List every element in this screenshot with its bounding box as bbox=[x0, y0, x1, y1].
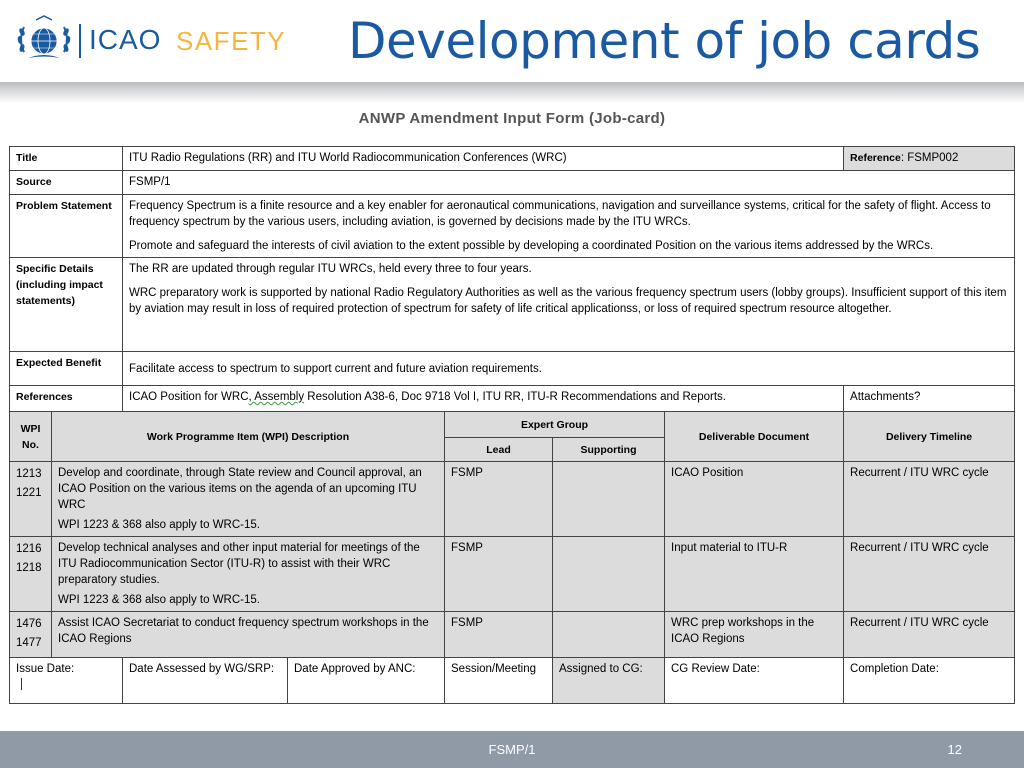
wpi-deliverable: ICAO Position bbox=[665, 462, 844, 537]
specific-details-value bbox=[123, 258, 1015, 352]
job-card-table bbox=[9, 146, 1015, 704]
wpi-desc-header: Work Programme Item (WPI) Description bbox=[52, 412, 445, 462]
cg-review-date-field: CG Review Date: bbox=[665, 658, 844, 704]
wpi-number bbox=[10, 612, 52, 658]
logo-divider bbox=[79, 24, 81, 58]
references-text-3: Resolution A38-6, Doc 9718 Vol I, ITU RR, ITU-R Recommendations and Reports. bbox=[304, 391, 726, 403]
reference-cell bbox=[844, 147, 1015, 171]
references-text-1: ICAO Position for WRC bbox=[129, 391, 249, 403]
wpi-description bbox=[52, 537, 445, 612]
wpi-description-text: Develop technical analyses and other input material for meetings of the ITU Radiocommunication Sector (ITU-R) to assist with their WRC preparatory studies. bbox=[58, 542, 420, 586]
wpi-number-2: 1477 bbox=[16, 637, 42, 649]
issue-date-field: Issue Date: bbox=[10, 658, 123, 704]
wpi-lead: FSMP bbox=[445, 537, 553, 612]
completion-date-field: Completion Date: bbox=[844, 658, 1015, 704]
problem-label: Problem Statement bbox=[10, 195, 123, 258]
wpi-number-1: 1476 bbox=[16, 618, 42, 630]
assigned-cg-field: Assigned to CG: bbox=[553, 658, 665, 704]
wpi-description bbox=[52, 462, 445, 537]
form-heading: ANWP Amendment Input Form (Job-card) bbox=[358, 110, 666, 127]
page-number: 12 bbox=[947, 742, 962, 757]
wpi-deliverable: Input material to ITU-R bbox=[665, 537, 844, 612]
timeline-header: Delivery Timeline bbox=[844, 412, 1015, 462]
specific-paragraph-1: The RR are updated through regular ITU WRCs, held every three to four years. bbox=[129, 263, 532, 275]
wpi-number-1: 1216 bbox=[16, 543, 42, 555]
wpi-number-2: 1221 bbox=[16, 487, 42, 499]
dates-row bbox=[10, 658, 1015, 704]
wpi-timeline: Recurrent / ITU WRC cycle bbox=[844, 537, 1015, 612]
problem-paragraph-2: Promote and safeguard the interests of civil aviation to the extent possible by developing a coordinated Position on the various items addressed by the WRCs. bbox=[129, 240, 934, 252]
references-label: References bbox=[10, 386, 123, 412]
wpi-supporting bbox=[553, 462, 665, 537]
slide-header bbox=[0, 0, 1024, 84]
wpi-no-header: WPI No. bbox=[10, 412, 52, 462]
wpi-number-2: 1218 bbox=[16, 562, 42, 574]
source-row bbox=[10, 171, 1015, 195]
benefit-label: Expected Benefit bbox=[10, 352, 123, 386]
wpi-row bbox=[10, 462, 1015, 537]
problem-paragraph-1: Frequency Spectrum is a finite resource and a key enabler for aeronautical communications, navigation and surveillance systems, critical for the safety of flight. Access to frequency spectrum by the various users, including aviation, is governed by decisions made by the ITU WRCs. bbox=[129, 200, 991, 228]
date-approved-field: Date Approved by ANC: bbox=[288, 658, 445, 704]
wpi-number-1: 1213 bbox=[16, 468, 42, 480]
wpi-note: WPI 1223 & 368 also apply to WRC-15. bbox=[58, 594, 260, 606]
header-shadow bbox=[0, 82, 1024, 104]
icao-logo-text: ICAO bbox=[89, 24, 162, 55]
references-text-2: , Assembly bbox=[248, 391, 305, 403]
wpi-row bbox=[10, 612, 1015, 658]
specific-paragraph-2: WRC preparatory work is supported by national Radio Regulatory Authorities as well as the various frequency spectrum users (lobby groups). Insufficient support of this item by aviation may result in loss of required protection of spectrum for safety of life critical applicationss, or loss of required spectrum resource altogether. bbox=[129, 287, 1007, 315]
problem-value bbox=[123, 195, 1015, 258]
wpi-description bbox=[52, 612, 445, 658]
benefit-value: Facilitate access to spectrum to support current and future aviation requirements. bbox=[123, 352, 1015, 386]
wpi-supporting bbox=[553, 612, 665, 658]
slide-footer bbox=[0, 731, 1024, 768]
source-value: FSMP/1 bbox=[123, 171, 1015, 195]
title-label: Title bbox=[10, 147, 123, 171]
wpi-supporting bbox=[553, 537, 665, 612]
date-assessed-field: Date Assessed by WG/SRP: bbox=[123, 658, 288, 704]
title-value: ITU Radio Regulations (RR) and ITU World Radiocommunication Conferences (WRC) bbox=[123, 147, 844, 171]
wpi-deliverable: WRC prep workshops in the ICAO Regions bbox=[665, 612, 844, 658]
specific-details-label: Specific Details (including impact statements) bbox=[10, 258, 123, 352]
wpi-timeline: Recurrent / ITU WRC cycle bbox=[844, 612, 1015, 658]
deliverable-header: Deliverable Document bbox=[665, 412, 844, 462]
benefit-row bbox=[10, 352, 1015, 386]
wpi-timeline: Recurrent / ITU WRC cycle bbox=[844, 462, 1015, 537]
lead-header: Lead bbox=[445, 438, 553, 462]
wpi-note: WPI 1223 & 368 also apply to WRC-15. bbox=[58, 519, 260, 531]
session-meeting-field: Session/Meeting bbox=[445, 658, 553, 704]
references-row bbox=[10, 386, 1015, 412]
wpi-lead: FSMP bbox=[445, 612, 553, 658]
icao-emblem-icon bbox=[14, 12, 74, 72]
reference-value: : FSMP002 bbox=[900, 152, 959, 164]
source-label: Source bbox=[10, 171, 123, 195]
expert-group-header: Expert Group bbox=[445, 412, 665, 438]
wpi-header-row-1 bbox=[10, 412, 1015, 438]
safety-logo-text: SAFETY bbox=[176, 26, 287, 56]
wpi-number bbox=[10, 462, 52, 537]
wpi-lead: FSMP bbox=[445, 462, 553, 537]
wpi-description-text: Assist ICAO Secretariat to conduct frequency spectrum workshops in the ICAO Regions bbox=[58, 617, 429, 645]
text-cursor-mark bbox=[21, 678, 22, 690]
slide-title: Development of job cards bbox=[348, 12, 981, 70]
supporting-header: Supporting bbox=[553, 438, 665, 462]
references-value bbox=[123, 386, 844, 412]
wpi-row bbox=[10, 537, 1015, 612]
title-row bbox=[10, 147, 1015, 171]
wpi-description-text: Develop and coordinate, through State review and Council approval, an ICAO Position on the various items on the agenda of an upcoming ITU WRC bbox=[58, 467, 422, 511]
attachments-cell: Attachments? bbox=[844, 386, 1015, 412]
specific-details-row bbox=[10, 258, 1015, 352]
reference-label: Reference bbox=[850, 152, 901, 164]
problem-row bbox=[10, 195, 1015, 258]
wpi-number bbox=[10, 537, 52, 612]
footer-meeting-label: FSMP/1 bbox=[488, 742, 536, 757]
